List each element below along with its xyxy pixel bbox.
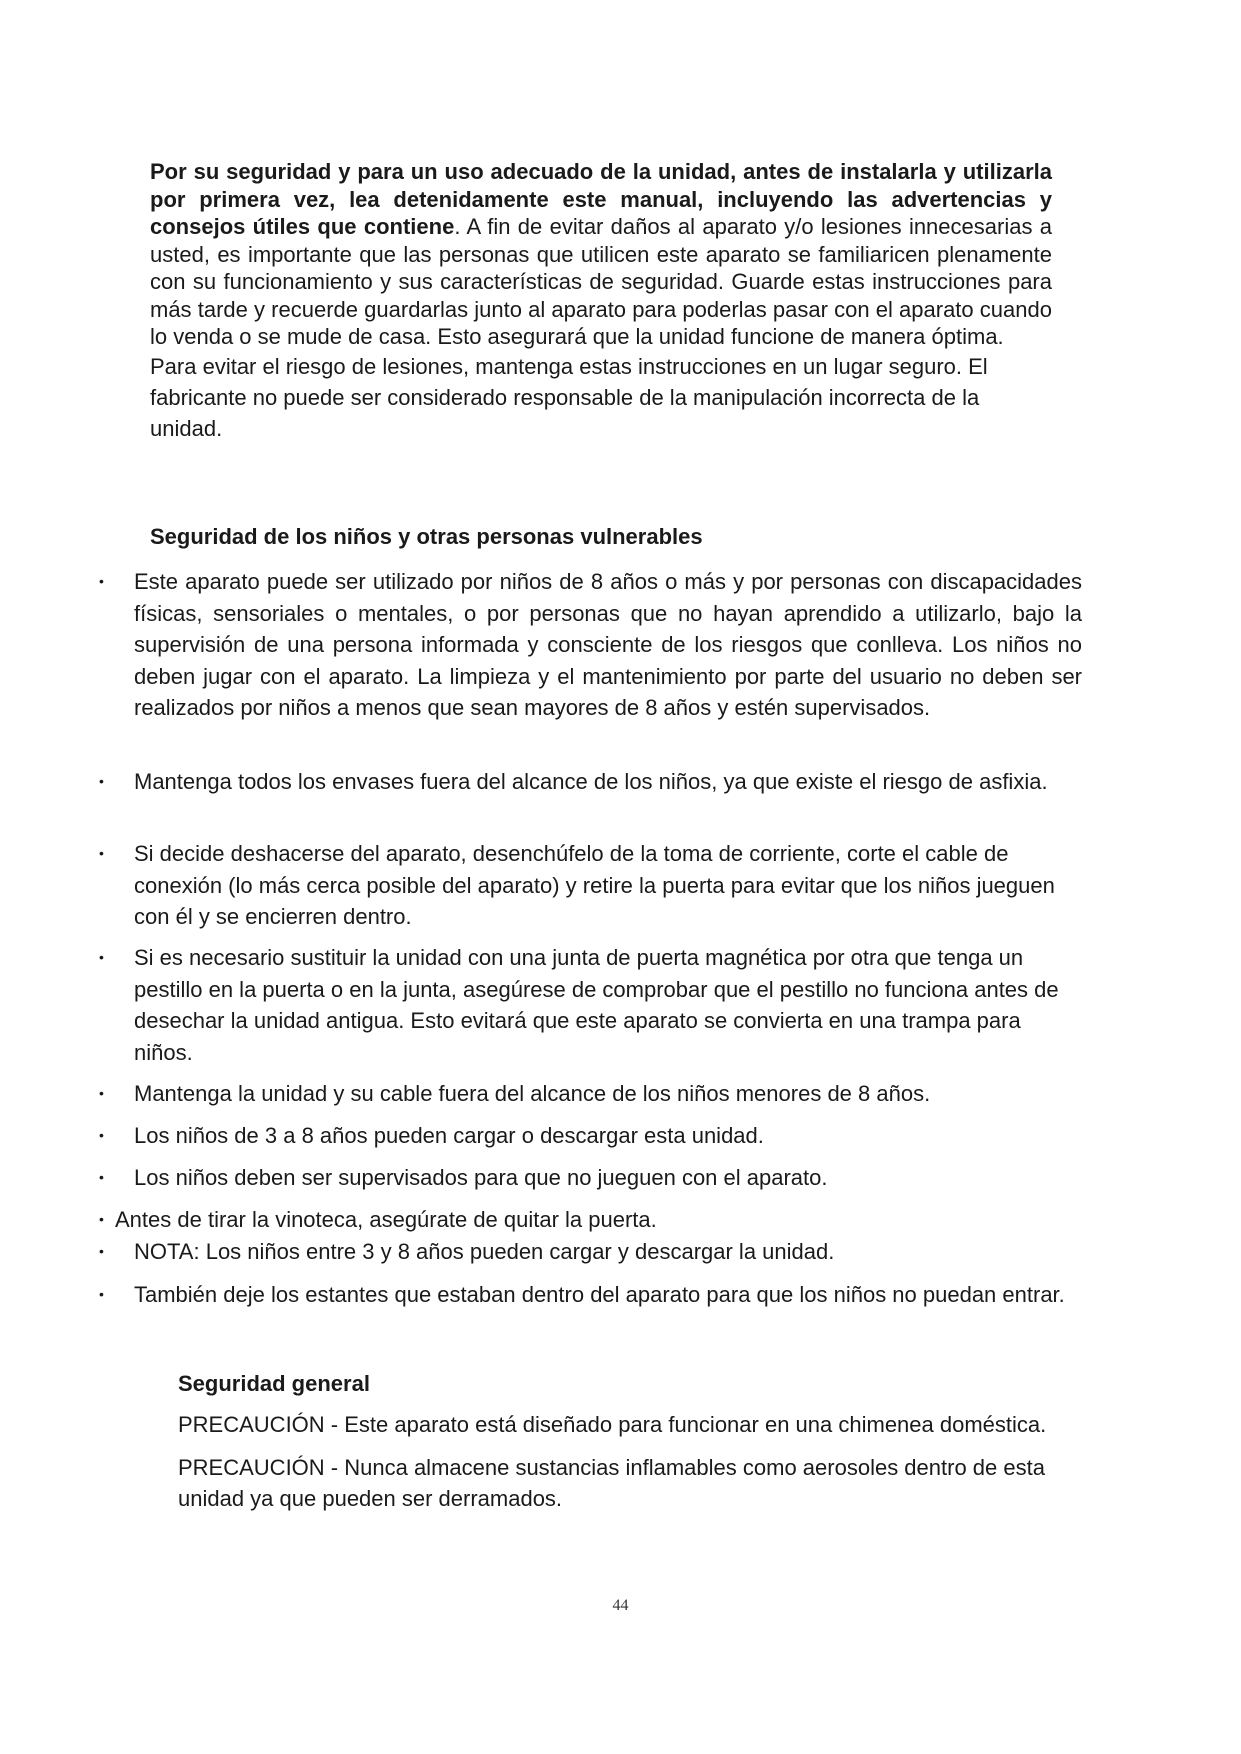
list-item-text: Mantenga todos los envases fuera del alcance de los niños, ya que existe el riesgo de asfixia. <box>134 769 1048 794</box>
list-item <box>99 1162 1082 1194</box>
page-number: 44 <box>612 1597 629 1614</box>
list-item-text: Los niños de 3 a 8 años pueden cargar o descargar esta unidad. <box>134 1123 764 1148</box>
intro-paragraph-1 <box>150 158 1052 351</box>
bullet-icon: • <box>99 949 104 965</box>
list-item-text: Si es necesario sustituir la unidad con una junta de puerta magnética por otra que tenga un pestillo en la puerta o en la junta, asegúrese de comprobar que el pestillo no funciona antes de desechar la unidad antigua. Esto evitará que este aparato se convierta en una trampa para niños. <box>134 945 1059 1065</box>
bullet-icon: • <box>99 1243 104 1259</box>
intro-bold-lead: Por su seguridad y para un uso adecuado de la unidad, antes de instalarla y utilizarla por primera vez, lea detenidamente este manual, incluyendo las advertencias y consejos útiles que contiene <box>150 159 1052 239</box>
list-item <box>99 838 1082 933</box>
list-item-text: Los niños deben ser supervisados para que no jueguen con el aparato. <box>134 1165 828 1190</box>
list-item <box>99 766 1082 798</box>
list-item-text: También deje los estantes que estaban dentro del aparato para que los niños no puedan entrar. <box>134 1282 1065 1307</box>
intro-paragraph-2: Para evitar el riesgo de lesiones, mantenga estas instrucciones en un lugar seguro. El fabricante no puede ser considerado responsable de la manipulación incorrecta de la unidad. <box>150 353 988 441</box>
intro-continuation: . A fin de evitar daños al aparato y/o lesiones innecesarias a usted, es importante que las personas que utilicen este aparato se familiaricen plenamente con su funcionamiento y sus características de seguridad. Guarde estas instrucciones para más tarde y recuerde guardarlas junto al aparato para poderlas pasar con el aparato cuando lo venda o se mude de casa. Esto asegurará que la unidad funcione de manera óptima. <box>150 214 1052 349</box>
bullet-icon: • <box>99 1211 104 1227</box>
list-item <box>99 566 1082 724</box>
caution-paragraph-2: PRECAUCIÓN - Nunca almacene sustancias inflamables como aerosoles dentro de esta unidad ya que pueden ser derramados. <box>178 1455 1045 1511</box>
list-item <box>99 1120 1082 1152</box>
list-item-text: Este aparato puede ser utilizado por niños de 8 años o más y por personas con discapacidades físicas, sensoriales o mentales, o por personas que no hayan aprendido a utilizarlo, bajo la supervisión de una persona informada y consciente de los riesgos que conlleva. Los niños no deben jugar con el aparato. La limpieza y el mantenimiento por parte del usuario no deben ser realizados por niños a menos que sean mayores de 8 años y estén supervisados. <box>134 569 1082 720</box>
list-item-text: NOTA: Los niños entre 3 y 8 años pueden cargar y descargar la unidad. <box>134 1239 835 1264</box>
list-item-text: Antes de tirar la vinoteca, asegúrate de quitar la puerta. <box>115 1207 657 1232</box>
children-safety-heading: Seguridad de los niños y otras personas vulnerables <box>150 524 703 549</box>
caution-paragraph-1: PRECAUCIÓN - Este aparato está diseñado para funcionar en una chimenea doméstica. <box>178 1412 1047 1437</box>
list-item <box>99 1204 1063 1236</box>
general-safety-section <box>178 1368 1058 1514</box>
bullet-icon: • <box>99 1127 104 1143</box>
bullet-icon: • <box>99 573 104 589</box>
list-item-text: Si decide deshacerse del aparato, desenchúfelo de la toma de corriente, corte el cable de conexión (lo más cerca posible del aparato) y retire la puerta para evitar que los niños jueguen con él y se encierren dentro. <box>134 841 1055 929</box>
bullet-icon: • <box>99 1169 104 1185</box>
bullet-icon: • <box>99 1286 104 1302</box>
general-safety-heading: Seguridad general <box>178 1371 370 1396</box>
bullet-icon: • <box>99 773 104 789</box>
bullet-icon: • <box>99 1085 104 1101</box>
list-item <box>99 942 1082 1068</box>
intro-block <box>150 158 1052 444</box>
list-item <box>99 1078 1082 1110</box>
list-item-text: Mantenga la unidad y su cable fuera del alcance de los niños menores de 8 años. <box>134 1081 931 1106</box>
list-item <box>99 1279 1082 1311</box>
bullet-icon: • <box>99 845 104 861</box>
list-item <box>99 1236 1082 1268</box>
